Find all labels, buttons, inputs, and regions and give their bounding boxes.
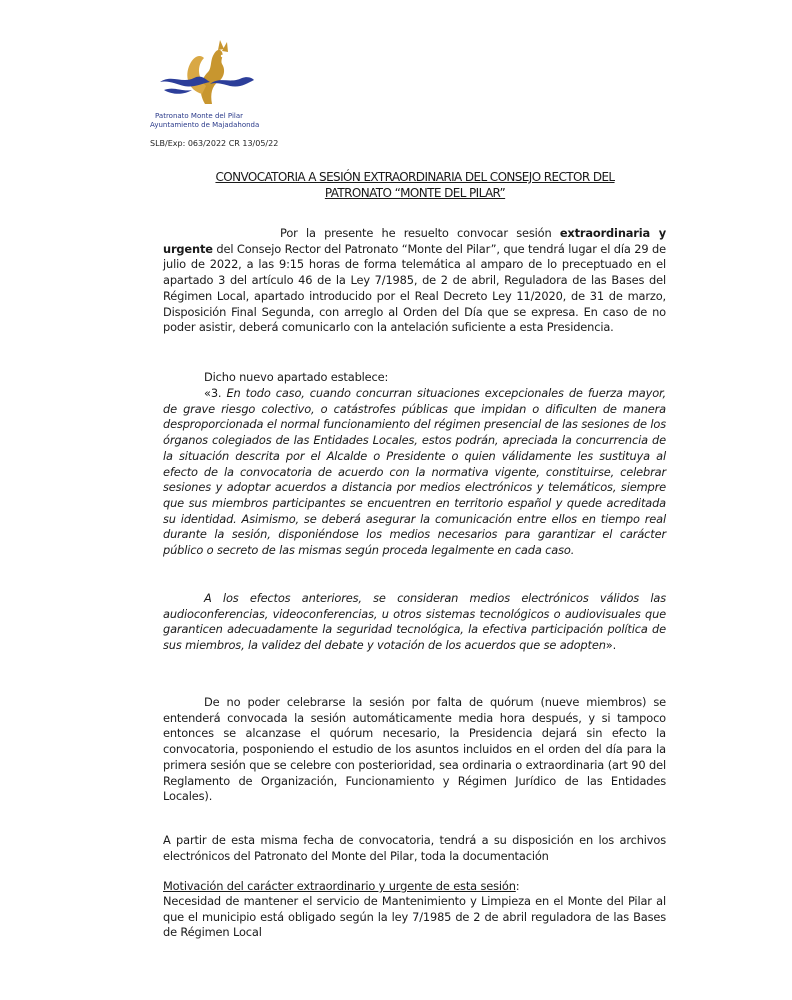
quote-close: ». <box>605 638 617 653</box>
convocation-paragraph <box>163 226 666 336</box>
squirrel-logo-icon <box>150 32 260 112</box>
law-quote-paragraph-2 <box>163 591 666 654</box>
quorum-paragraph: De no poder celebrarse la sesión por falta de quórum (nueve miembros) se entenderá convocada la sesión automáticamente media hora después, y si tampoco entonces se alcanzase el quórum necesario, la Presidencia dejará sin efecto la convocatoria, posponiendo el estudio de los asuntos incluidos en el orden del día para la primera sesión que se celebre con posterioridad, sea ordinaria o extraordinaria (art 90 del Reglamento de Organización, Funcionamiento y Régimen Jurídico de las Entidades Locales). <box>163 695 666 804</box>
documentation-paragraph: A partir de esta misma fecha de convocatoria, tendrá a su disposición en los archivos electrónicos del Patronato del Monte del Pilar, toda la documentación <box>163 833 666 863</box>
session-type-bold: extraordinaria y urgente <box>163 226 666 256</box>
org-name: Patronato Monte del Pilar <box>155 112 244 120</box>
document-title-line1: CONVOCATORIA A SESIÓN EXTRAORDINARIA DEL CONSEJO RECTOR DEL <box>215 170 615 184</box>
law-intro-paragraph: Dicho nuevo apartado establece: <box>204 370 389 384</box>
p1-text-end: del Consejo Rector del Patronato “Monte del Pilar”, que tendrá lugar el día 29 de julio de 2022, a las 9:15 horas de forma telemática al amparo de lo preceptuado en el apartado 3 del artículo 46 de la Ley 7/1985, de 2 de abril, Reguladora de las Bases del Régimen Local, apartado introducido por el Real Decreto Ley 11/2020, de 31 de marzo, Disposición Final Segunda, con arreglo al Orden del Día que se expresa. En caso de no poder asistir, deberá comunicarlo con la antelación suficiente a esta Presidencia. <box>163 241 666 335</box>
document-title-line2: PATRONATO “MONTE DEL PILAR” <box>324 186 506 200</box>
reference-number: SLB/Exp: 063/2022 CR 13/05/22 <box>150 139 279 148</box>
motivation-colon: : <box>515 879 520 893</box>
motivation-heading-text: Motivación del carácter extraordinario y urgente de esta sesión <box>163 879 516 893</box>
motivation-paragraph: Necesidad de mantener el servicio de Mantenimiento y Limpieza en el Monte del Pilar al que el municipio está obligado según la ley 7/1985 de 2 de abril reguladora de las Bases de Régimen Local <box>163 894 666 940</box>
motivation-heading <box>163 879 666 895</box>
quote-text-1: En todo caso, cuando concurran situaciones excepcionales de fuerza mayor, de grave riesgo colectivo, o catástrofes públicas que impidan o dificulten de manera desproporcionada el normal funcionamiento del régimen presencial de las sesiones de los órganos colegiados de las Entidades Locales, estos podrán, apreciada la concurrencia de la situación descrita por el Alcalde o Presidente o quien válidamente les sustituya al efecto de la convocatoria de acuerdo con la normativa vigente, constituirse, celebrar sesiones y adoptar acuerdos a distancia por medios electrónicos y telemáticos, siempre que sus miembros participantes se encuentren en territorio español y quede acreditada su identidad. Asimismo, se deberá asegurar la comunicación entre ellos en tiempo real durante la sesión, disponiéndose los medios necesarios para garantizar el carácter público o secreto de las mismas según proceda legalmente en cada caso. <box>163 386 666 558</box>
law-quote-paragraph-1 <box>163 386 666 559</box>
quote-text-2: A los efectos anteriores, se consideran medios electrónicos válidos las audioconferencias, videoconferencias, u otros sistemas tecnológicos o audiovisuales que garanticen adecuadamente la seguridad tecnológica, la efectiva participación política de sus miembros, la validez del debate y votación de los acuerdos que se adopten <box>163 591 666 653</box>
quote-open: «3. <box>204 386 227 400</box>
org-subtitle: Ayuntamiento de Majadahonda <box>150 121 260 129</box>
p1-text-start: Por la presente he resuelto convocar sesión <box>280 226 560 240</box>
